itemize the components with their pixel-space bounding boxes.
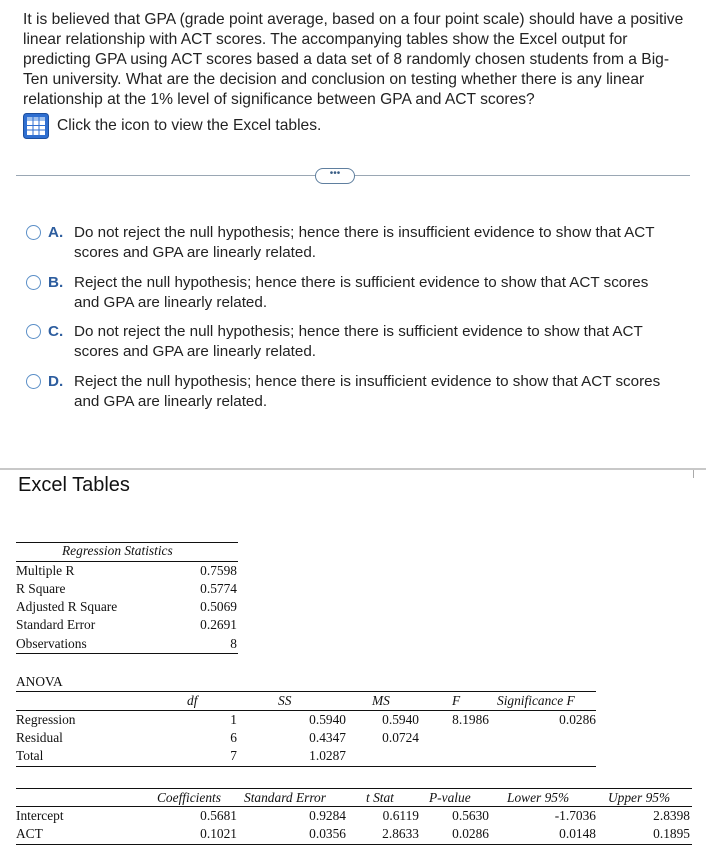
anova-header-f: F — [452, 693, 461, 708]
option-d-text[interactable]: Reject the null hypothesis; hence there is insufficient evidence to show that ACT scores and GPA are linearly related. — [74, 373, 661, 410]
anova-f: 8.1986 — [452, 712, 489, 727]
radio-d[interactable] — [26, 374, 41, 389]
coef-header-coef: Coefficients — [157, 790, 221, 805]
anova-ms: 0.5940 — [382, 712, 419, 727]
stat-label: Standard Error — [16, 617, 96, 632]
coef-lo: 0.0148 — [559, 826, 596, 841]
anova-header-ss: SS — [278, 693, 292, 708]
rule — [16, 806, 692, 807]
radio-a[interactable] — [26, 225, 41, 240]
anova-header-sigf: Significance F — [497, 693, 575, 708]
coef-header-p: P-value — [429, 790, 471, 805]
coef-header-lo: Lower 95% — [507, 790, 570, 805]
coef-row-label: Intercept — [16, 808, 64, 823]
anova-ss: 1.0287 — [309, 748, 346, 763]
option-b-text[interactable]: Reject the null hypothesis; hence there is sufficient evidence to show that ACT scores and GPA are linearly related. — [74, 274, 649, 311]
option-a-letter: A. — [48, 224, 64, 241]
rule — [16, 766, 596, 767]
panel-title: Excel Tables — [18, 474, 130, 496]
coef-se: 0.0356 — [309, 826, 346, 841]
stat-value: 0.7598 — [200, 563, 237, 578]
anova-title: ANOVA — [16, 674, 63, 689]
coef-lo: -1.7036 — [554, 808, 596, 823]
option-a[interactable] — [26, 223, 674, 262]
option-c[interactable] — [26, 322, 674, 361]
expand-more-button[interactable]: ••• — [315, 168, 355, 184]
option-d-letter: D. — [48, 373, 64, 390]
option-c-letter: C. — [48, 323, 64, 340]
radio-c[interactable] — [26, 324, 41, 339]
anova-row-label: Total — [16, 748, 44, 763]
coef-header-t: t Stat — [366, 790, 394, 805]
coef-header-hi: Upper 95% — [608, 790, 671, 805]
anova-sigf: 0.0286 — [559, 712, 596, 727]
coef-hi: 0.1895 — [653, 826, 690, 841]
option-b-letter: B. — [48, 274, 64, 291]
stat-value: 8 — [230, 636, 237, 651]
option-c-text[interactable]: Do not reject the null hypothesis; hence there is sufficient evidence to show that ACT scores and GPA are linearly related. — [74, 323, 643, 360]
anova-df: 7 — [230, 748, 237, 763]
anova-header-ms: MS — [372, 693, 390, 708]
anova-row-label: Regression — [16, 712, 76, 727]
rule — [16, 788, 692, 789]
anova-row-label: Residual — [16, 730, 63, 745]
coef-value: 0.1021 — [200, 826, 237, 841]
radio-b[interactable] — [26, 275, 41, 290]
rule — [16, 561, 238, 562]
anova-ss: 0.5940 — [309, 712, 346, 727]
stat-label: Adjusted R Square — [16, 599, 118, 614]
coef-hi: 2.8398 — [653, 808, 690, 823]
table-icon[interactable] — [23, 113, 49, 139]
coef-t: 2.8633 — [382, 826, 419, 841]
panel-edge — [693, 470, 694, 478]
anova-ss: 0.4347 — [309, 730, 346, 745]
option-a-text[interactable]: Do not reject the null hypothesis; hence there is insufficient evidence to show that ACT scores and GPA are linearly related. — [74, 224, 655, 261]
coef-header-se: Standard Error — [244, 790, 326, 805]
anova-header-df: df — [187, 693, 198, 708]
coef-row-label: ACT — [16, 826, 43, 841]
anova-ms: 0.0724 — [382, 730, 419, 745]
question-text: It is believed that GPA (grade point average, based on a four point scale) should have a positive linear relationship with ACT scores. The accompanying tables show the Excel output for predicting GPA using ACT scores based a data set of 8 randomly chosen students from a Big-Ten university. What are the decision and conclusion on testing whether there is any linear relationship at the 1% level of significance between GPA and ACT scores? — [23, 11, 684, 108]
stat-label: R Square — [16, 581, 66, 596]
option-d[interactable] — [26, 372, 674, 411]
rule — [16, 542, 238, 543]
panel-separator — [0, 468, 706, 470]
stat-label: Multiple R — [16, 563, 75, 578]
rule — [16, 653, 238, 654]
stat-value: 0.5069 — [200, 599, 237, 614]
coef-p: 0.0286 — [452, 826, 489, 841]
regression-stats-header: Regression Statistics — [62, 543, 173, 558]
view-excel-tables-link[interactable] — [23, 113, 321, 139]
stat-value: 0.2691 — [200, 617, 237, 632]
rule — [16, 710, 596, 711]
coef-t: 0.6119 — [382, 808, 419, 823]
stat-label: Observations — [16, 636, 87, 651]
coef-value: 0.5681 — [200, 808, 237, 823]
anova-df: 6 — [230, 730, 237, 745]
anova-df: 1 — [230, 712, 237, 727]
rule — [16, 691, 596, 692]
option-b[interactable] — [26, 273, 674, 312]
view-excel-tables-label[interactable]: Click the icon to view the Excel tables. — [57, 117, 322, 134]
coef-p: 0.5630 — [452, 808, 489, 823]
coef-se: 0.9284 — [309, 808, 346, 823]
rule — [16, 844, 692, 845]
stat-value: 0.5774 — [200, 581, 237, 596]
